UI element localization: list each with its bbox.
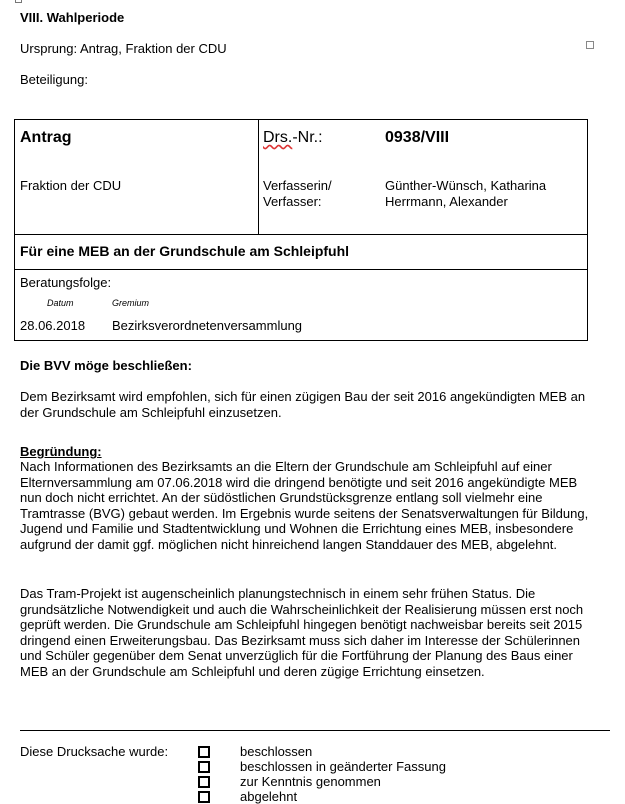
begruendung-paragraph: Nach Informationen des Bezirksamts an die Eltern der Grundschule am Schleipfuhl auf einer Elternversammlung am 07.06.2018 wird die dringend benötigte und seit 2016 angekündigte MEB nun doch nicht errichtet. An der südöstlichen Grundstücksgrenze entlang soll vielmehr eine Tramtrasse (BVG) gebaut werden. Im Ergebnis wurde seitens der Senatsverwaltungen für Bildung, Jugend und Familie und Stadtentwicklung und Wohnen die Errichtung eines MEB, insbesondere aufgrund der damit ggf. möglichen nicht hinreichend langen Standdauer des MEB, abgelehnt.: [20, 459, 589, 552]
begruendung-paragraph: Das Tram-Projekt ist augenscheinlich planungstechnisch in einem sehr frühen Status. Die grundsätzliche Notwendigkeit und auch die Wahrscheinlichkeit der Realisierung müssen erst noch geprüft werden. Die Grundschule am Schleipfuhl hingegen benötigt nachweisbar bereits seit 2015 dringend einen Erweiterungsbau. Das Bezirksamt muss sich daher im Interesse der Schülerinnen und Schüler gegenüber dem Senat unverzüglich für die Fortführung der Planung des Baus einer MEB an der Grundschule am Schleipfuhl und deren zügige Errichtung einsetzen.: [20, 586, 584, 679]
document-type-label: Antrag: [20, 129, 72, 146]
begruendung-heading: Begründung:: [20, 444, 102, 459]
page-corner-mark: [15, 0, 22, 3]
footer-separator: [20, 730, 610, 731]
table-divider-horizontal: [15, 269, 587, 270]
drs-nr-suffix: -Nr.:: [292, 129, 323, 146]
verfasser-label-line1: Verfasserin/: [263, 178, 332, 193]
author-list: [385, 178, 546, 210]
author-name: Günther-Wünsch, Katharina: [385, 178, 547, 193]
beratung-gremium: Bezirksverordnetenversammlung: [112, 318, 303, 333]
drs-abbrev: Drs.: [263, 129, 293, 146]
table-divider-vertical: [258, 120, 259, 234]
status-option-label: abgelehnt: [240, 789, 298, 804]
wahlperiode-heading: VIII. Wahlperiode: [20, 10, 125, 25]
beteiligung-line: Beteiligung:: [20, 72, 88, 87]
column-header-datum: Datum: [47, 298, 74, 308]
checkbox[interactable]: [198, 791, 210, 803]
document-title: Für eine MEB an der Grundschule am Schleipfuhl: [20, 243, 350, 259]
checkbox[interactable]: [198, 776, 210, 788]
status-option-label: beschlossen in geänderter Fassung: [240, 759, 446, 774]
beschluss-text: Dem Bezirksamt wird empfohlen, sich für einen zügigen Bau der seit 2016 angekündigten MEB an der Grundschule am Schleipfuhl einzusetzen.: [20, 389, 586, 420]
status-option-label: beschlossen: [240, 744, 313, 759]
beschluss-heading: Die BVV möge beschließen:: [20, 358, 192, 373]
status-option-label: zur Kenntnis genommen: [240, 774, 381, 789]
ursprung-line: Ursprung: Antrag, Fraktion der CDU: [20, 41, 227, 56]
drs-nr-label: [263, 129, 323, 147]
status-label: Diese Drucksache wurde:: [20, 744, 169, 759]
small-checkbox[interactable]: [586, 41, 594, 49]
fraktion-name: Fraktion der CDU: [20, 178, 122, 193]
checkbox[interactable]: [198, 746, 210, 758]
document-info-table: [14, 119, 588, 341]
table-divider-horizontal: [15, 234, 587, 235]
checkbox[interactable]: [198, 761, 210, 773]
author-name: Herrmann, Alexander: [385, 194, 508, 209]
verfasser-label-line2: Verfasser:: [263, 194, 322, 209]
beratungsfolge-label: Beratungsfolge:: [20, 275, 112, 290]
column-header-gremium: Gremium: [112, 298, 150, 308]
verfasser-label: [263, 178, 332, 210]
beratung-date: 28.06.2018: [20, 318, 86, 333]
drs-number: 0938/VIII: [385, 129, 450, 146]
